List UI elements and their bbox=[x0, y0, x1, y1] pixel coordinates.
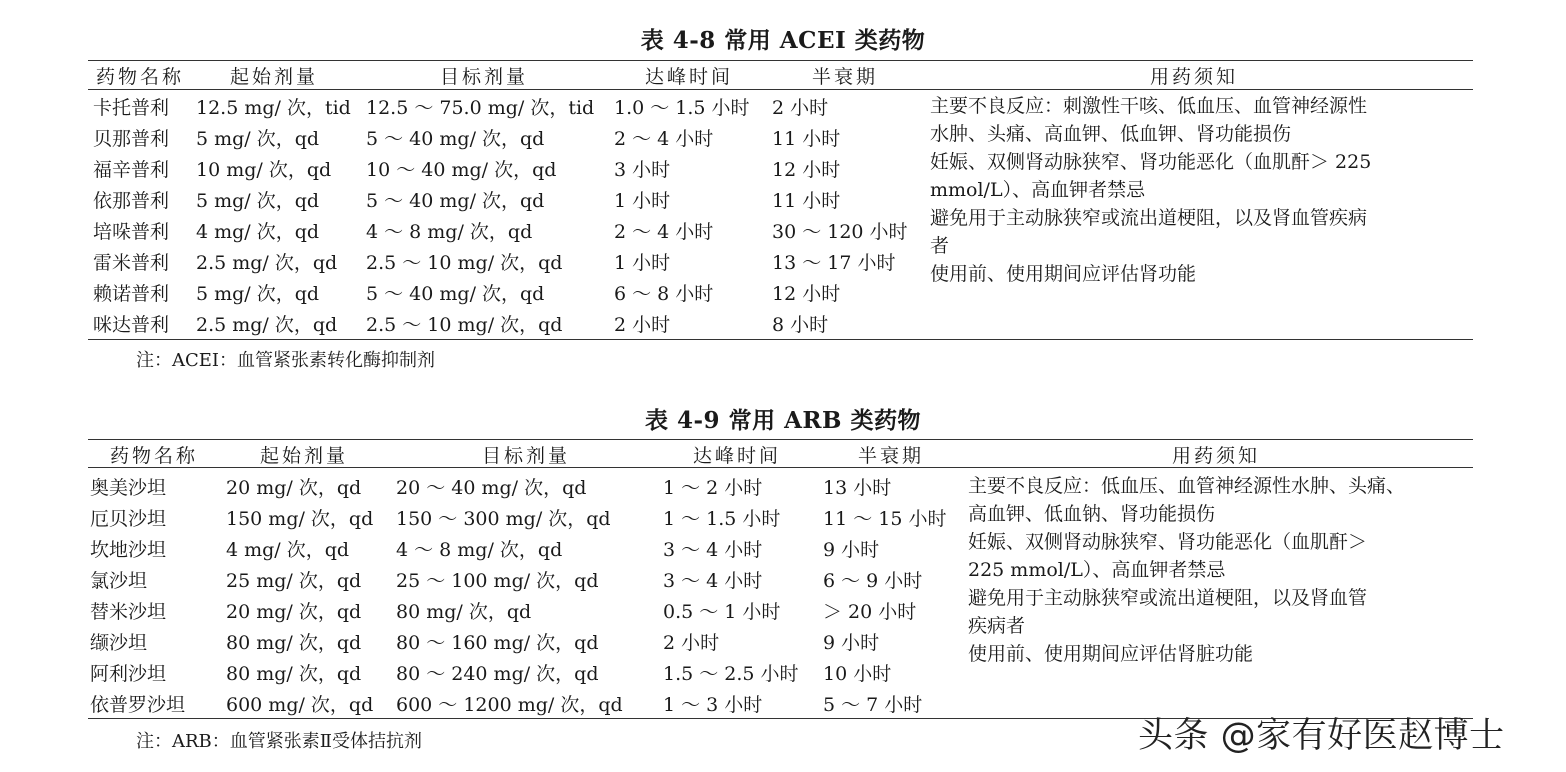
cell-target-dose: 80 mg/ 次，qd bbox=[396, 601, 532, 623]
cell-peak-time: 1 ～ 3 小时 bbox=[663, 694, 763, 716]
cell-half-life: 13 小时 bbox=[823, 477, 892, 499]
cell-target-dose: 150 ～ 300 mg/ 次，qd bbox=[396, 508, 611, 530]
cell-peak-time: 2 ～ 4 小时 bbox=[614, 221, 714, 243]
cell-half-life: 30 ～ 120 小时 bbox=[772, 221, 908, 243]
header-starting-dose: 起始剂量 bbox=[230, 66, 319, 88]
cell-target-dose: 5 ～ 40 mg/ 次，qd bbox=[366, 128, 545, 150]
cell-starting-dose: 600 mg/ 次，qd bbox=[226, 694, 374, 716]
cell-target-dose: 10 ～ 40 mg/ 次，qd bbox=[366, 159, 557, 181]
header-drug-name: 药物名称 bbox=[96, 66, 185, 88]
usage-note-line: 使用前、使用期间应评估肾功能 bbox=[930, 263, 1197, 285]
cell-drug-name: 奥美沙坦 bbox=[90, 477, 167, 499]
cell-starting-dose: 150 mg/ 次，qd bbox=[226, 508, 374, 530]
cell-drug-name: 福辛普利 bbox=[93, 159, 170, 181]
cell-half-life: 8 小时 bbox=[772, 314, 829, 336]
cell-peak-time: 1.5 ～ 2.5 小时 bbox=[663, 663, 799, 685]
usage-note-line: 疾病者 bbox=[968, 615, 1026, 637]
cell-peak-time: 1.0 ～ 1.5 小时 bbox=[614, 97, 750, 119]
cell-starting-dose: 4 mg/ 次，qd bbox=[196, 221, 320, 243]
header-peak-time: 达峰时间 bbox=[693, 445, 782, 467]
watermark: 头条 @家有好医赵博士 bbox=[1138, 716, 1505, 756]
cell-target-dose: 25 ～ 100 mg/ 次，qd bbox=[396, 570, 599, 592]
cell-starting-dose: 12.5 mg/ 次，tid bbox=[196, 97, 351, 119]
cell-starting-dose: 2.5 mg/ 次，qd bbox=[196, 252, 338, 274]
cell-target-dose: 80 ～ 160 mg/ 次，qd bbox=[396, 632, 599, 654]
cell-drug-name: 雷米普利 bbox=[93, 252, 170, 274]
cell-drug-name: 替米沙坦 bbox=[90, 601, 167, 623]
table-bottom-rule bbox=[88, 339, 1473, 340]
usage-note-line: 者 bbox=[930, 235, 950, 257]
header-usage-notes: 用药须知 bbox=[1150, 66, 1239, 88]
table-footnote: 注：ARB：血管紧张素Ⅱ受体拮抗剂 bbox=[136, 731, 423, 752]
cell-target-dose: 5 ～ 40 mg/ 次，qd bbox=[366, 190, 545, 212]
cell-half-life: 13 ～ 17 小时 bbox=[772, 252, 896, 274]
cell-half-life: 11 小时 bbox=[772, 190, 841, 212]
cell-starting-dose: 4 mg/ 次，qd bbox=[226, 539, 350, 561]
cell-starting-dose: 25 mg/ 次，qd bbox=[226, 570, 362, 592]
cell-starting-dose: 20 mg/ 次，qd bbox=[226, 477, 362, 499]
cell-half-life: 2 小时 bbox=[772, 97, 829, 119]
cell-target-dose: 80 ～ 240 mg/ 次，qd bbox=[396, 663, 599, 685]
table-top-rule bbox=[88, 439, 1473, 440]
table-caption: 表 4-8 常用 ACEI 类药物 bbox=[640, 27, 926, 54]
cell-target-dose: 600 ～ 1200 mg/ 次，qd bbox=[396, 694, 623, 716]
cell-starting-dose: 5 mg/ 次，qd bbox=[196, 190, 320, 212]
header-starting-dose: 起始剂量 bbox=[260, 445, 349, 467]
cell-peak-time: 0.5 ～ 1 小时 bbox=[663, 601, 781, 623]
header-drug-name: 药物名称 bbox=[110, 445, 199, 467]
cell-drug-name: 厄贝沙坦 bbox=[90, 508, 167, 530]
cell-peak-time: 3 ～ 4 小时 bbox=[663, 539, 763, 561]
cell-half-life: 12 小时 bbox=[772, 159, 841, 181]
table-caption: 表 4-9 常用 ARB 类药物 bbox=[645, 407, 921, 434]
cell-starting-dose: 2.5 mg/ 次，qd bbox=[196, 314, 338, 336]
cell-drug-name: 赖诺普利 bbox=[93, 283, 170, 305]
cell-half-life: 11 ～ 15 小时 bbox=[823, 508, 947, 530]
header-usage-notes: 用药须知 bbox=[1172, 445, 1261, 467]
usage-note-line: 避免用于主动脉狭窄或流出道梗阻，以及肾血管疾病 bbox=[930, 207, 1368, 229]
cell-peak-time: 1 ～ 1.5 小时 bbox=[663, 508, 781, 530]
table-top-rule bbox=[88, 60, 1473, 61]
cell-drug-name: 依普罗沙坦 bbox=[90, 694, 186, 716]
cell-starting-dose: 80 mg/ 次，qd bbox=[226, 632, 362, 654]
cell-drug-name: 氯沙坦 bbox=[90, 570, 148, 592]
cell-target-dose: 2.5 ～ 10 mg/ 次，qd bbox=[366, 314, 563, 336]
cell-peak-time: 2 ～ 4 小时 bbox=[614, 128, 714, 150]
cell-peak-time: 3 小时 bbox=[614, 159, 671, 181]
header-target-dose: 目标剂量 bbox=[482, 445, 571, 467]
cell-drug-name: 缬沙坦 bbox=[90, 632, 148, 654]
cell-target-dose: 4 ～ 8 mg/ 次，qd bbox=[366, 221, 533, 243]
cell-peak-time: 3 ～ 4 小时 bbox=[663, 570, 763, 592]
cell-target-dose: 4 ～ 8 mg/ 次，qd bbox=[396, 539, 563, 561]
cell-starting-dose: 5 mg/ 次，qd bbox=[196, 283, 320, 305]
cell-peak-time: 1 ～ 2 小时 bbox=[663, 477, 763, 499]
cell-starting-dose: 5 mg/ 次，qd bbox=[196, 128, 320, 150]
cell-half-life: 6 ～ 9 小时 bbox=[823, 570, 923, 592]
usage-note-line: 使用前、使用期间应评估肾脏功能 bbox=[968, 643, 1254, 665]
cell-peak-time: 6 ～ 8 小时 bbox=[614, 283, 714, 305]
cell-peak-time: 2 小时 bbox=[663, 632, 720, 654]
usage-note-line: 主要不良反应：低血压、血管神经源性水肿、头痛、 bbox=[968, 475, 1406, 497]
cell-drug-name: 贝那普利 bbox=[93, 128, 170, 150]
table-footnote: 注：ACEI：血管紧张素转化酶抑制剂 bbox=[136, 350, 436, 371]
cell-peak-time: 1 小时 bbox=[614, 252, 671, 274]
cell-half-life: 10 小时 bbox=[823, 663, 892, 685]
usage-note-line: 妊娠、双侧肾动脉狭窄、肾功能恶化（血肌酐＞ bbox=[968, 531, 1368, 553]
usage-note-line: mmol/L）、高血钾者禁忌 bbox=[930, 179, 1146, 201]
cell-drug-name: 咪达普利 bbox=[93, 314, 170, 336]
cell-peak-time: 1 小时 bbox=[614, 190, 671, 212]
cell-half-life: 11 小时 bbox=[772, 128, 841, 150]
cell-peak-time: 2 小时 bbox=[614, 314, 671, 336]
header-half-life: 半衰期 bbox=[812, 66, 879, 88]
usage-note-line: 高血钾、低血钠、肾功能损伤 bbox=[968, 503, 1216, 525]
table-header-rule bbox=[88, 467, 1473, 468]
table-header-rule bbox=[88, 89, 1473, 90]
usage-notes bbox=[968, 472, 1405, 668]
cell-half-life: 12 小时 bbox=[772, 283, 841, 305]
cell-target-dose: 12.5 ～ 75.0 mg/ 次，tid bbox=[366, 97, 595, 119]
cell-half-life: 9 小时 bbox=[823, 632, 880, 654]
cell-drug-name: 培哚普利 bbox=[93, 221, 170, 243]
usage-notes bbox=[930, 92, 1371, 288]
cell-drug-name: 阿利沙坦 bbox=[90, 663, 167, 685]
usage-note-line: 妊娠、双侧肾动脉狭窄、肾功能恶化（血肌酐＞ 225 bbox=[930, 151, 1372, 173]
header-target-dose: 目标剂量 bbox=[440, 66, 529, 88]
cell-half-life: 9 小时 bbox=[823, 539, 880, 561]
usage-note-line: 225 mmol/L）、高血钾者禁忌 bbox=[968, 559, 1226, 581]
cell-drug-name: 坎地沙坦 bbox=[90, 539, 167, 561]
cell-drug-name: 卡托普利 bbox=[93, 97, 170, 119]
cell-drug-name: 依那普利 bbox=[93, 190, 170, 212]
usage-note-line: 水肿、头痛、高血钾、低血钾、肾功能损伤 bbox=[930, 123, 1292, 145]
cell-starting-dose: 80 mg/ 次，qd bbox=[226, 663, 362, 685]
cell-half-life: ＞ 20 小时 bbox=[823, 601, 917, 623]
cell-target-dose: 20 ～ 40 mg/ 次，qd bbox=[396, 477, 587, 499]
cell-starting-dose: 10 mg/ 次，qd bbox=[196, 159, 332, 181]
header-peak-time: 达峰时间 bbox=[645, 66, 734, 88]
header-half-life: 半衰期 bbox=[858, 445, 925, 467]
usage-note-line: 避免用于主动脉狭窄或流出道梗阻，以及肾血管 bbox=[968, 587, 1368, 609]
cell-starting-dose: 20 mg/ 次，qd bbox=[226, 601, 362, 623]
cell-target-dose: 2.5 ～ 10 mg/ 次，qd bbox=[366, 252, 563, 274]
cell-half-life: 5 ～ 7 小时 bbox=[823, 694, 923, 716]
usage-note-line: 主要不良反应：刺激性干咳、低血压、血管神经源性 bbox=[930, 95, 1368, 117]
cell-target-dose: 5 ～ 40 mg/ 次，qd bbox=[366, 283, 545, 305]
